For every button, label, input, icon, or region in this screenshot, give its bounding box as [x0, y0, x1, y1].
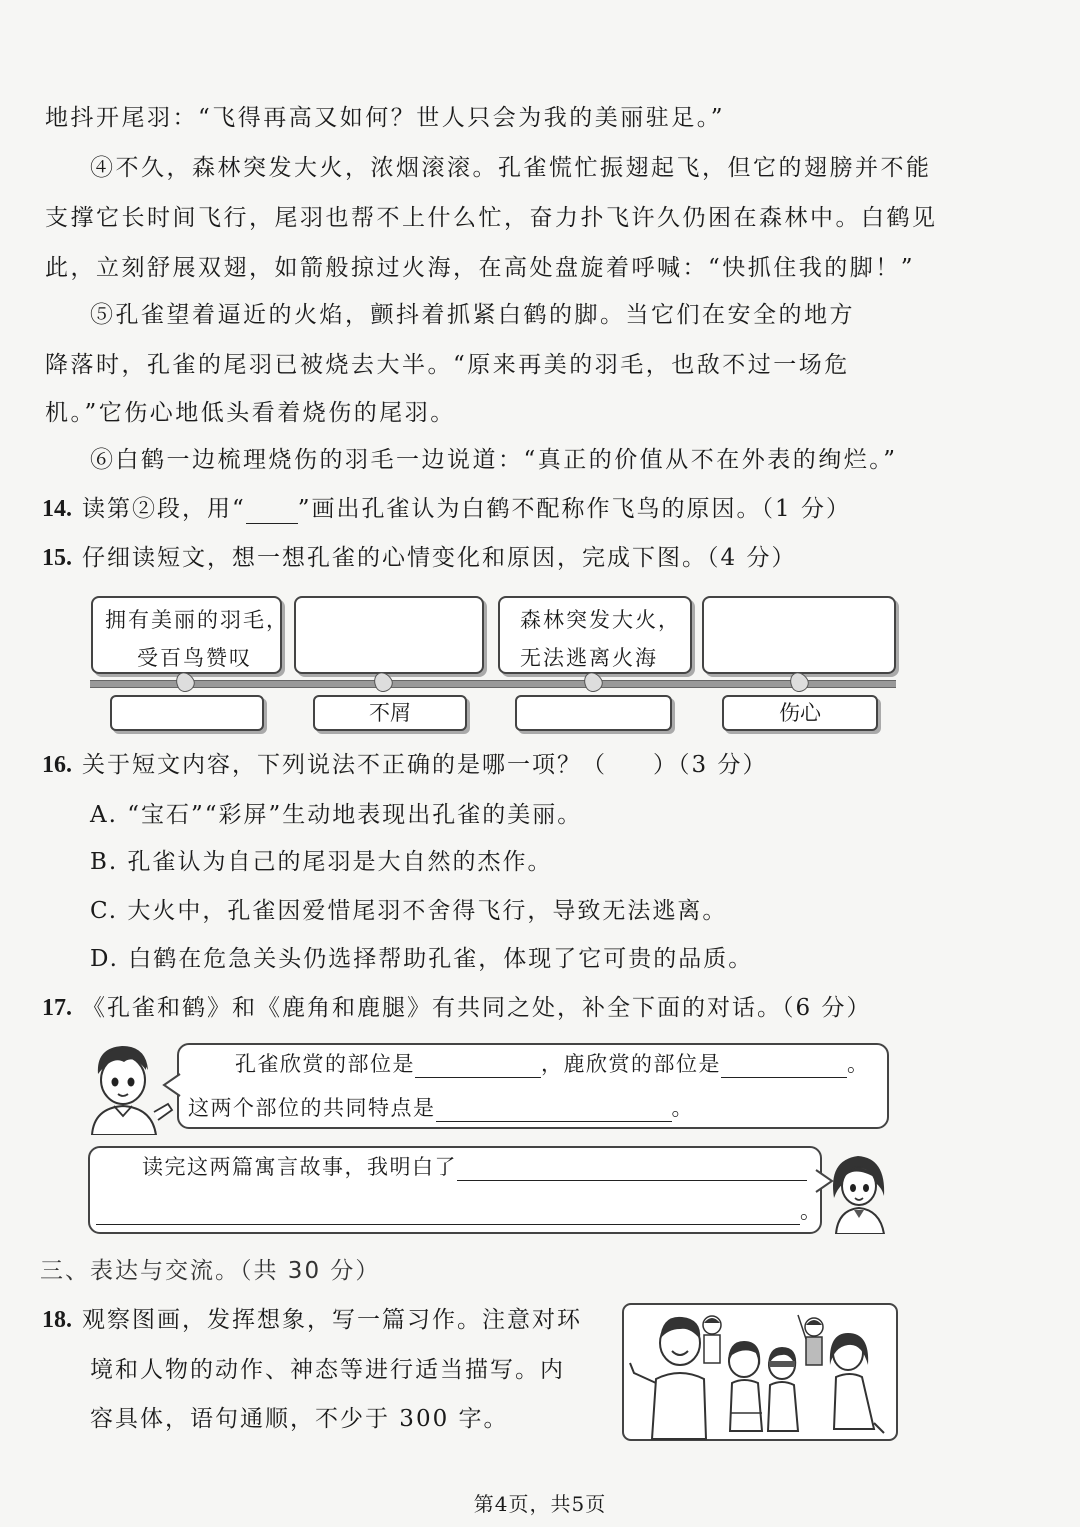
- question-number: 14.: [42, 496, 72, 522]
- passage-line: ⑤孔雀望着逼近的火焰，颤抖着抓紧白鹤的脚。当它们在安全的地方: [90, 302, 855, 328]
- boy-avatar: [84, 1040, 174, 1135]
- option-b: B. 孔雀认为自己的尾羽是大自然的杰作。: [90, 849, 553, 875]
- question-text: ”画出孔雀认为白鹤不配称作飞鸟的原因。（1 分）: [297, 496, 851, 522]
- boy-line-2: [188, 1094, 694, 1122]
- boy-line-1: [235, 1050, 870, 1078]
- mood-box-3[interactable]: [515, 695, 672, 731]
- dialogue-text: 。: [800, 1199, 823, 1223]
- question-14: [42, 494, 851, 524]
- question-16: [42, 750, 767, 780]
- option-d: D. 白鹤在危急关头仍选择帮助孔雀，体现了它可贵的品质。: [90, 946, 754, 972]
- question-15: [42, 543, 796, 573]
- question-text: 《孔雀和鹤》和《鹿角和鹿腿》有共同之处，补全下面的对话。（6 分）: [82, 995, 872, 1021]
- dialogue-text: 。: [847, 1052, 870, 1076]
- passage-line: 地抖开尾羽：“飞得再高又如何？世人只会为我的美丽驻足。”: [45, 105, 726, 131]
- reason-box-3: [498, 596, 692, 674]
- question-text: ）（3 分）: [653, 752, 768, 778]
- reason-text: 拥有美丽的羽毛，: [105, 608, 289, 632]
- dialogue-text: ，鹿欣赏的部位是: [541, 1052, 721, 1076]
- question-text: 读第②段，用“: [82, 496, 246, 522]
- girl-line-2: [96, 1197, 823, 1225]
- question-text: 观察图画，发挥想象，写一篇习作。注意对环: [82, 1307, 582, 1333]
- mood-box-2: 不屑: [313, 695, 467, 731]
- dialogue-text: 这两个部位的共同特点是: [188, 1096, 436, 1120]
- dialogue-text: 。: [671, 1096, 694, 1120]
- answer-blank[interactable]: [96, 1224, 800, 1225]
- question-17: [42, 993, 871, 1023]
- question-number: 15.: [42, 545, 72, 571]
- section-title: 三、表达与交流。（共 30 分）: [40, 1258, 381, 1284]
- timeline-bar: [90, 680, 896, 688]
- option-a: A. “宝石”“彩屏”生动地表现出孔雀的美丽。: [90, 802, 583, 828]
- page-number: 第4页，共5页: [473, 1492, 607, 1516]
- question-text: 关于短文内容，下列说法不正确的是哪一项？（: [82, 752, 607, 778]
- question-number: 17.: [42, 995, 72, 1021]
- reason-text: 森林突发大火，: [520, 608, 681, 632]
- writing-prompt-picture: [622, 1303, 898, 1441]
- reason-box-4[interactable]: [702, 596, 896, 674]
- reason-text: 无法逃离火海: [520, 646, 658, 670]
- reason-box-2[interactable]: [294, 596, 484, 674]
- question-number: 16.: [42, 752, 72, 778]
- answer-blank[interactable]: [436, 1121, 672, 1122]
- passage-line: 机。”它伤心地低头看着烧伤的尾羽。: [45, 400, 456, 426]
- passage-line: ④不久，森林突发大火，浓烟滚滚。孔雀慌忙振翅起飞，但它的翅膀并不能: [90, 155, 932, 181]
- passage-line: 支撑它长时间飞行，尾羽也帮不上什么忙，奋力扑飞许久仍困在森林中。白鹤见: [45, 205, 938, 231]
- reason-text: 受百鸟赞叹: [137, 646, 252, 670]
- girl-line-1: [142, 1153, 807, 1181]
- question-text: 容具体，语句通顺，不少于 300 字。: [90, 1406, 509, 1432]
- reason-box-1: [91, 596, 289, 674]
- answer-blank[interactable]: [415, 1077, 541, 1078]
- answer-blank[interactable]: [457, 1180, 807, 1181]
- underline-sample: [246, 523, 298, 524]
- girl-avatar: [826, 1150, 892, 1234]
- option-c: C. 大火中，孔雀因爱惜尾羽不舍得飞行，导致无法逃离。: [90, 898, 728, 924]
- passage-line: 此，立刻舒展双翅，如箭般掠过火海，在高处盘旋着呼喊：“快抓住我的脚！”: [45, 255, 916, 281]
- mood-box-1[interactable]: [110, 695, 264, 731]
- dialogue-text: 孔雀欣赏的部位是: [235, 1052, 415, 1076]
- question-text: 境和人物的动作、神态等进行适当描写。内: [90, 1357, 565, 1383]
- question-number: 18.: [42, 1307, 72, 1333]
- answer-blank[interactable]: [721, 1077, 847, 1078]
- passage-line: ⑥白鹤一边梳理烧伤的羽毛一边说道：“真正的价值从不在外表的绚烂。”: [90, 447, 898, 473]
- mood-box-4: 伤心: [722, 695, 878, 731]
- bubble-tail: [162, 1072, 182, 1098]
- dialogue-text: 读完这两篇寓言故事，我明白了: [142, 1155, 457, 1179]
- question-18: [42, 1305, 582, 1335]
- passage-line: 降落时，孔雀的尾羽已被烧去大半。“原来再美的羽毛，也敌不过一场危: [45, 352, 850, 378]
- question-text: 仔细读短文，想一想孔雀的心情变化和原因，完成下图。（4 分）: [82, 545, 797, 571]
